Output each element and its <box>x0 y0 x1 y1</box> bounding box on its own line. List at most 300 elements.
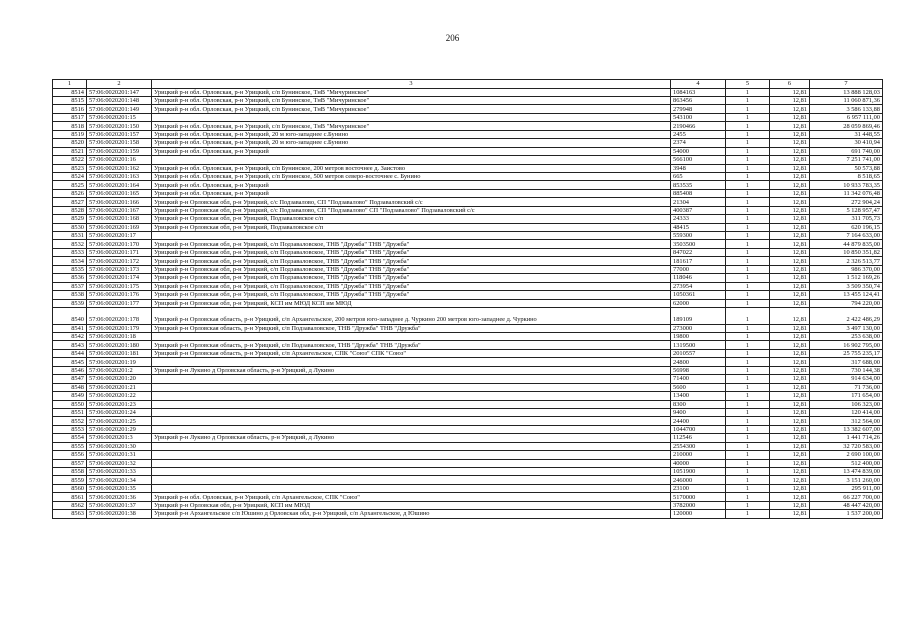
area-cell: 181617 <box>671 257 726 265</box>
row-number-cell: 8535 <box>53 265 87 273</box>
cadastral-value-cell: 13 382 607,00 <box>810 425 883 433</box>
table-row <box>53 383 883 391</box>
location-description-cell <box>152 442 671 450</box>
table-row <box>53 130 883 138</box>
area-cell: 71400 <box>671 375 726 383</box>
count-cell: 1 <box>726 408 770 416</box>
rate-cell: 12,81 <box>770 468 810 476</box>
cadastral-number-cell: 57:06:0020201:162 <box>87 164 152 172</box>
rate-cell: 12,81 <box>770 434 810 442</box>
location-description-cell: Урицкий р-н Орловская обл, р-н Урицкий, КСП им МЮД КСП им МЮД <box>152 299 671 307</box>
table-row <box>53 333 883 341</box>
rate-cell: 12,81 <box>770 232 810 240</box>
row-number-cell: 8514 <box>53 88 87 96</box>
cadastral-number-cell: 57:06:0020201:158 <box>87 139 152 147</box>
cadastral-number-cell: 57:06:0020201:181 <box>87 349 152 357</box>
rate-cell: 12,81 <box>770 493 810 501</box>
count-cell: 1 <box>726 164 770 172</box>
cadastral-number-cell: 57:06:0020201:171 <box>87 248 152 256</box>
count-cell: 1 <box>726 484 770 492</box>
count-cell: 1 <box>726 501 770 509</box>
table-row <box>53 442 883 450</box>
location-description-cell <box>152 307 671 324</box>
count-cell: 1 <box>726 366 770 374</box>
table-row <box>53 358 883 366</box>
cadastral-number-cell: 57:06:0020201:37 <box>87 501 152 509</box>
count-cell: 1 <box>726 425 770 433</box>
table-row <box>53 299 883 307</box>
cadastral-value-cell: 32 720 583,00 <box>810 442 883 450</box>
column-header: 5 <box>726 80 770 89</box>
column-header: 6 <box>770 80 810 89</box>
cadastral-value-cell: 7 251 741,00 <box>810 156 883 164</box>
count-cell: 1 <box>726 130 770 138</box>
rate-cell: 12,81 <box>770 139 810 147</box>
location-description-cell <box>152 459 671 467</box>
cadastral-number-cell: 57:06:0020201:148 <box>87 97 152 105</box>
cadastral-value-cell: 311 705,73 <box>810 215 883 223</box>
cadastral-value-cell: 3 586 133,88 <box>810 105 883 113</box>
rate-cell: 12,81 <box>770 510 810 518</box>
count-cell: 1 <box>726 299 770 307</box>
cadastral-number-cell: 57:06:0020201:170 <box>87 240 152 248</box>
count-cell: 1 <box>726 442 770 450</box>
cadastral-number-cell: 57:06:0020201:179 <box>87 324 152 332</box>
rate-cell: 12,81 <box>770 172 810 180</box>
area-cell: 62000 <box>671 299 726 307</box>
cadastral-number-cell: 57:06:0020201:36 <box>87 493 152 501</box>
area-cell: 246000 <box>671 476 726 484</box>
row-number-cell: 8517 <box>53 113 87 121</box>
area-cell: 24400 <box>671 417 726 425</box>
rate-cell: 12,81 <box>770 425 810 433</box>
count-cell: 1 <box>726 291 770 299</box>
row-number-cell: 8561 <box>53 493 87 501</box>
count-cell: 1 <box>726 122 770 130</box>
table-row <box>53 232 883 240</box>
row-number-cell: 8521 <box>53 147 87 155</box>
cadastral-number-cell: 57:06:0020201:149 <box>87 105 152 113</box>
cadastral-number-cell: 57:06:0020201:159 <box>87 147 152 155</box>
location-description-cell <box>152 484 671 492</box>
row-number-cell: 8539 <box>53 299 87 307</box>
location-description-cell: Урицкий р-н Лукино д Орловская область, р-н Урицкий, д Лукино <box>152 434 671 442</box>
count-cell: 1 <box>726 341 770 349</box>
location-description-cell: Урицкий р-н Орловская обл, р-н Урицкий, Подзаваловское с/п <box>152 215 671 223</box>
cadastral-number-cell: 57:06:0020201:164 <box>87 181 152 189</box>
table-row <box>53 147 883 155</box>
location-description-cell: Урицкий р-н Архангельское с/п Юшино д Орловская обл, р-н Урицкий, с/п Архангельское, д Юшино <box>152 510 671 518</box>
count-cell: 1 <box>726 265 770 273</box>
cadastral-number-cell: 57:06:0020201:150 <box>87 122 152 130</box>
count-cell: 1 <box>726 493 770 501</box>
area-cell: 273954 <box>671 282 726 290</box>
count-cell: 1 <box>726 189 770 197</box>
cadastral-value-cell: 48 447 420,00 <box>810 501 883 509</box>
cadastral-number-cell: 57:06:0020201:30 <box>87 442 152 450</box>
row-number-cell: 8523 <box>53 164 87 172</box>
row-number-cell: 8545 <box>53 358 87 366</box>
row-number-cell: 8515 <box>53 97 87 105</box>
table-row <box>53 375 883 383</box>
cadastral-value-cell: 10 850 351,82 <box>810 248 883 256</box>
rate-cell: 12,81 <box>770 105 810 113</box>
cadastral-number-cell: 57:06:0020201:172 <box>87 257 152 265</box>
rate-cell: 12,81 <box>770 130 810 138</box>
area-cell: 13400 <box>671 392 726 400</box>
rate-cell: 12,81 <box>770 257 810 265</box>
table-row <box>53 510 883 518</box>
cadastral-value-cell: 13 455 124,41 <box>810 291 883 299</box>
location-description-cell <box>152 232 671 240</box>
row-number-cell: 8527 <box>53 198 87 206</box>
location-description-cell <box>152 156 671 164</box>
table-row <box>53 248 883 256</box>
count-cell: 1 <box>726 349 770 357</box>
table-row <box>53 282 883 290</box>
count-cell: 1 <box>726 434 770 442</box>
table-row <box>53 400 883 408</box>
count-cell: 1 <box>726 358 770 366</box>
rate-cell: 12,81 <box>770 97 810 105</box>
rate-cell: 12,81 <box>770 476 810 484</box>
cadastral-number-cell: 57:06:0020201:174 <box>87 274 152 282</box>
area-cell: 2190466 <box>671 122 726 130</box>
rate-cell: 12,81 <box>770 164 810 172</box>
area-cell: 118046 <box>671 274 726 282</box>
cadastral-value-cell: 512 400,00 <box>810 459 883 467</box>
cadastral-value-cell: 730 144,38 <box>810 366 883 374</box>
rate-cell: 12,81 <box>770 189 810 197</box>
cadastral-value-cell: 3 497 130,00 <box>810 324 883 332</box>
cadastral-value-cell: 3 151 260,00 <box>810 476 883 484</box>
rate-cell: 12,81 <box>770 341 810 349</box>
table-row <box>53 156 883 164</box>
table-row <box>53 88 883 96</box>
row-number-cell: 8540 <box>53 307 87 324</box>
count-cell: 1 <box>726 282 770 290</box>
rate-cell: 12,81 <box>770 442 810 450</box>
area-cell: 1050361 <box>671 291 726 299</box>
row-number-cell: 8560 <box>53 484 87 492</box>
area-cell: 23100 <box>671 484 726 492</box>
table-row <box>53 97 883 105</box>
table-row <box>53 493 883 501</box>
cadastral-value-cell: 2 326 513,77 <box>810 257 883 265</box>
area-cell: 2455 <box>671 130 726 138</box>
cadastral-number-cell: 57:06:0020201:33 <box>87 468 152 476</box>
count-cell: 1 <box>726 307 770 324</box>
cadastral-value-cell: 28 059 869,46 <box>810 122 883 130</box>
cadastral-number-cell: 57:06:0020201:173 <box>87 265 152 273</box>
location-description-cell <box>152 425 671 433</box>
cadastral-value-cell: 31 448,55 <box>810 130 883 138</box>
cadastral-number-cell: 57:06:0020201:29 <box>87 425 152 433</box>
area-cell: 210000 <box>671 451 726 459</box>
row-number-cell: 8559 <box>53 476 87 484</box>
row-number-cell: 8534 <box>53 257 87 265</box>
rate-cell: 12,81 <box>770 333 810 341</box>
row-number-cell: 8538 <box>53 291 87 299</box>
location-description-cell: Урицкий р-н обл. Орловская, р-н Урицкий <box>152 147 671 155</box>
row-number-cell: 8525 <box>53 181 87 189</box>
rate-cell: 12,81 <box>770 181 810 189</box>
area-cell: 120000 <box>671 510 726 518</box>
rate-cell: 12,81 <box>770 282 810 290</box>
location-description-cell: Урицкий р-н обл. Орловская, р-н Урицкий, с/п Бунинское, 500 метров северо-восточнее с. Бунино <box>152 172 671 180</box>
area-cell: 665 <box>671 172 726 180</box>
area-cell: 189109 <box>671 307 726 324</box>
location-description-cell: Урицкий р-н обл. Орловская, р-н Урицкий, с/п Архангельское, СПК "Союз" <box>152 493 671 501</box>
table-row <box>53 198 883 206</box>
cadastral-value-cell: 1 537 200,00 <box>810 510 883 518</box>
rate-cell: 12,81 <box>770 248 810 256</box>
count-cell: 1 <box>726 113 770 121</box>
location-description-cell: Урицкий р-н Орловская область, р-н Урицкий, с/п Архангельское, СПК "Союз" СПК "Союз" <box>152 349 671 357</box>
row-number-cell: 8547 <box>53 375 87 383</box>
column-header: 3 <box>152 80 671 89</box>
cadastral-number-cell: 57:06:0020201:177 <box>87 299 152 307</box>
row-number-cell: 8548 <box>53 383 87 391</box>
count-cell: 1 <box>726 468 770 476</box>
cadastral-number-cell: 57:06:0020201:31 <box>87 451 152 459</box>
cadastral-number-cell: 57:06:0020201:24 <box>87 408 152 416</box>
cadastral-number-cell: 57:06:0020201:3 <box>87 434 152 442</box>
area-cell: 863456 <box>671 97 726 105</box>
cadastral-value-cell: 120 414,00 <box>810 408 883 416</box>
location-description-cell <box>152 468 671 476</box>
cadastral-value-cell: 253 638,00 <box>810 333 883 341</box>
area-cell: 3948 <box>671 164 726 172</box>
area-cell: 1084163 <box>671 88 726 96</box>
row-number-cell: 8526 <box>53 189 87 197</box>
count-cell: 1 <box>726 510 770 518</box>
area-cell: 54000 <box>671 147 726 155</box>
count-cell: 1 <box>726 451 770 459</box>
table-row <box>53 257 883 265</box>
row-number-cell: 8557 <box>53 459 87 467</box>
location-description-cell <box>152 417 671 425</box>
location-description-cell: Урицкий р-н Орловская обл, р-н Урицкий, с/с Подзавалово, СП "Подзавалово" СП "Подзавалово" Подзаваловский с/с <box>152 206 671 214</box>
location-description-cell <box>152 375 671 383</box>
row-number-cell: 8537 <box>53 282 87 290</box>
row-number-cell: 8530 <box>53 223 87 231</box>
count-cell: 1 <box>726 248 770 256</box>
location-description-cell <box>152 476 671 484</box>
row-number-cell: 8556 <box>53 451 87 459</box>
count-cell: 1 <box>726 232 770 240</box>
rate-cell: 12,81 <box>770 291 810 299</box>
location-description-cell: Урицкий р-н Орловская обл, р-н Урицкий, с/п Подзаваловское, ТНВ "Дружба" ТНВ "Дружба" <box>152 274 671 282</box>
area-cell: 1051900 <box>671 468 726 476</box>
rate-cell: 12,81 <box>770 147 810 155</box>
count-cell: 1 <box>726 156 770 164</box>
table-row <box>53 113 883 121</box>
table-row <box>53 240 883 248</box>
cadastral-value-cell: 6 957 111,00 <box>810 113 883 121</box>
count-cell: 1 <box>726 181 770 189</box>
cadastral-value-cell: 8 518,65 <box>810 172 883 180</box>
area-cell: 112546 <box>671 434 726 442</box>
cadastral-value-cell: 317 688,00 <box>810 358 883 366</box>
table-row <box>53 122 883 130</box>
cadastral-value-cell: 794 220,00 <box>810 299 883 307</box>
cadastral-number-cell: 57:06:0020201:38 <box>87 510 152 518</box>
count-cell: 1 <box>726 274 770 282</box>
rate-cell: 12,81 <box>770 307 810 324</box>
cadastral-register-table <box>52 79 883 519</box>
rate-cell: 12,81 <box>770 299 810 307</box>
cadastral-number-cell: 57:06:0020201:35 <box>87 484 152 492</box>
row-number-cell: 8528 <box>53 206 87 214</box>
location-description-cell: Урицкий р-н Орловская обл, р-н Урицкий, с/п Подзаваловское, ТНВ "Дружба" ТНВ "Дружба" <box>152 265 671 273</box>
cadastral-value-cell: 7 164 633,00 <box>810 232 883 240</box>
cadastral-number-cell: 57:06:0020201:15 <box>87 113 152 121</box>
table-row <box>53 139 883 147</box>
rate-cell: 12,81 <box>770 88 810 96</box>
cadastral-value-cell: 2 690 100,00 <box>810 451 883 459</box>
cadastral-number-cell: 57:06:0020201:18 <box>87 333 152 341</box>
cadastral-number-cell: 57:06:0020201:20 <box>87 375 152 383</box>
row-number-cell: 8555 <box>53 442 87 450</box>
cadastral-value-cell: 66 227 700,00 <box>810 493 883 501</box>
cadastral-number-cell: 57:06:0020201:147 <box>87 88 152 96</box>
area-cell: 1319500 <box>671 341 726 349</box>
table-row <box>53 451 883 459</box>
count-cell: 1 <box>726 476 770 484</box>
cadastral-number-cell: 57:06:0020201:157 <box>87 130 152 138</box>
area-cell: 559300 <box>671 232 726 240</box>
table-row <box>53 468 883 476</box>
row-number-cell: 8552 <box>53 417 87 425</box>
count-cell: 1 <box>726 105 770 113</box>
row-number-cell: 8551 <box>53 408 87 416</box>
cadastral-value-cell: 11 060 871,36 <box>810 97 883 105</box>
table-row <box>53 172 883 180</box>
location-description-cell: Урицкий р-н Орловская область, р-н Урицкий, с/п Подзаваловское, ТНВ "Дружба" ТНВ "Дружба" <box>152 341 671 349</box>
table-row <box>53 425 883 433</box>
cadastral-value-cell: 5 128 957,47 <box>810 206 883 214</box>
column-header: 2 <box>87 80 152 89</box>
cadastral-number-cell: 57:06:0020201:163 <box>87 172 152 180</box>
rate-cell: 12,81 <box>770 375 810 383</box>
location-description-cell <box>152 383 671 391</box>
row-number-cell: 8531 <box>53 232 87 240</box>
area-cell: 3782000 <box>671 501 726 509</box>
row-number-cell: 8519 <box>53 130 87 138</box>
count-cell: 1 <box>726 206 770 214</box>
area-cell: 3503500 <box>671 240 726 248</box>
cadastral-number-cell: 57:06:0020201:25 <box>87 417 152 425</box>
rate-cell: 12,81 <box>770 223 810 231</box>
row-number-cell: 8554 <box>53 434 87 442</box>
table-row <box>53 181 883 189</box>
count-cell: 1 <box>726 333 770 341</box>
cadastral-value-cell: 10 933 783,35 <box>810 181 883 189</box>
row-number-cell: 8543 <box>53 341 87 349</box>
count-cell: 1 <box>726 240 770 248</box>
count-cell: 1 <box>726 392 770 400</box>
cadastral-number-cell: 57:06:0020201:165 <box>87 189 152 197</box>
count-cell: 1 <box>726 417 770 425</box>
table-row <box>53 206 883 214</box>
cadastral-value-cell: 3 509 350,74 <box>810 282 883 290</box>
location-description-cell: Урицкий р-н Орловская обл, р-н Урицкий, Подзаваловское с/п <box>152 223 671 231</box>
rate-cell: 12,81 <box>770 484 810 492</box>
location-description-cell: Урицкий р-н Орловская обл, р-н Урицкий, с/п Подзаваловское, ТНВ "Дружба" ТНВ "Дружба" <box>152 282 671 290</box>
count-cell: 1 <box>726 198 770 206</box>
cadastral-number-cell: 57:06:0020201:178 <box>87 307 152 324</box>
area-cell: 2374 <box>671 139 726 147</box>
table-row <box>53 223 883 231</box>
table-row <box>53 324 883 332</box>
cadastral-value-cell: 1 512 169,26 <box>810 274 883 282</box>
location-description-cell: Урицкий р-н Лукино д Орловская область, р-н Урицкий, д Лукино <box>152 366 671 374</box>
count-cell: 1 <box>726 215 770 223</box>
table-row <box>53 417 883 425</box>
row-number-cell: 8541 <box>53 324 87 332</box>
rate-cell: 12,81 <box>770 459 810 467</box>
row-number-cell: 8546 <box>53 366 87 374</box>
row-number-cell: 8516 <box>53 105 87 113</box>
rate-cell: 12,81 <box>770 358 810 366</box>
row-number-cell: 8562 <box>53 501 87 509</box>
location-description-cell <box>152 113 671 121</box>
area-cell: 1044700 <box>671 425 726 433</box>
cadastral-number-cell: 57:06:0020201:17 <box>87 232 152 240</box>
location-description-cell <box>152 333 671 341</box>
table-row <box>53 434 883 442</box>
cadastral-value-cell: 30 410,94 <box>810 139 883 147</box>
area-cell: 19800 <box>671 333 726 341</box>
area-cell: 77000 <box>671 265 726 273</box>
rate-cell: 12,81 <box>770 113 810 121</box>
table-row <box>53 291 883 299</box>
row-number-cell: 8563 <box>53 510 87 518</box>
location-description-cell: Урицкий р-н Орловская обл, р-н Урицкий, с/п Подзаваловское, ТНВ "Дружба" ТНВ "Дружба" <box>152 240 671 248</box>
table-row <box>53 484 883 492</box>
rate-cell: 12,81 <box>770 383 810 391</box>
cadastral-value-cell: 106 323,00 <box>810 400 883 408</box>
area-cell: 566100 <box>671 156 726 164</box>
cadastral-value-cell: 13 474 839,00 <box>810 468 883 476</box>
area-cell: 885408 <box>671 189 726 197</box>
area-cell: 21304 <box>671 198 726 206</box>
count-cell: 1 <box>726 375 770 383</box>
area-cell: 400387 <box>671 206 726 214</box>
rate-cell: 12,81 <box>770 366 810 374</box>
table-row <box>53 408 883 416</box>
cadastral-value-cell: 13 888 128,03 <box>810 88 883 96</box>
cadastral-number-cell: 57:06:0020201:180 <box>87 341 152 349</box>
location-description-cell <box>152 400 671 408</box>
table-row <box>53 392 883 400</box>
area-cell: 40000 <box>671 459 726 467</box>
cadastral-value-cell: 44 879 835,00 <box>810 240 883 248</box>
count-cell: 1 <box>726 172 770 180</box>
table-row <box>53 501 883 509</box>
location-description-cell: Урицкий р-н Орловская обл, р-н Урицкий, с/с Подзавалово, СП "Подзавалово" Подзаваловский с/с <box>152 198 671 206</box>
table-row <box>53 459 883 467</box>
area-cell: 847022 <box>671 248 726 256</box>
count-cell: 1 <box>726 459 770 467</box>
table-row <box>53 215 883 223</box>
location-description-cell: Урицкий р-н обл. Орловская, р-н Урицкий, с/п Бунинское, ТнВ "Мичуринское" <box>152 88 671 96</box>
location-description-cell <box>152 392 671 400</box>
area-cell: 853535 <box>671 181 726 189</box>
cadastral-number-cell: 57:06:0020201:19 <box>87 358 152 366</box>
area-cell: 9400 <box>671 408 726 416</box>
